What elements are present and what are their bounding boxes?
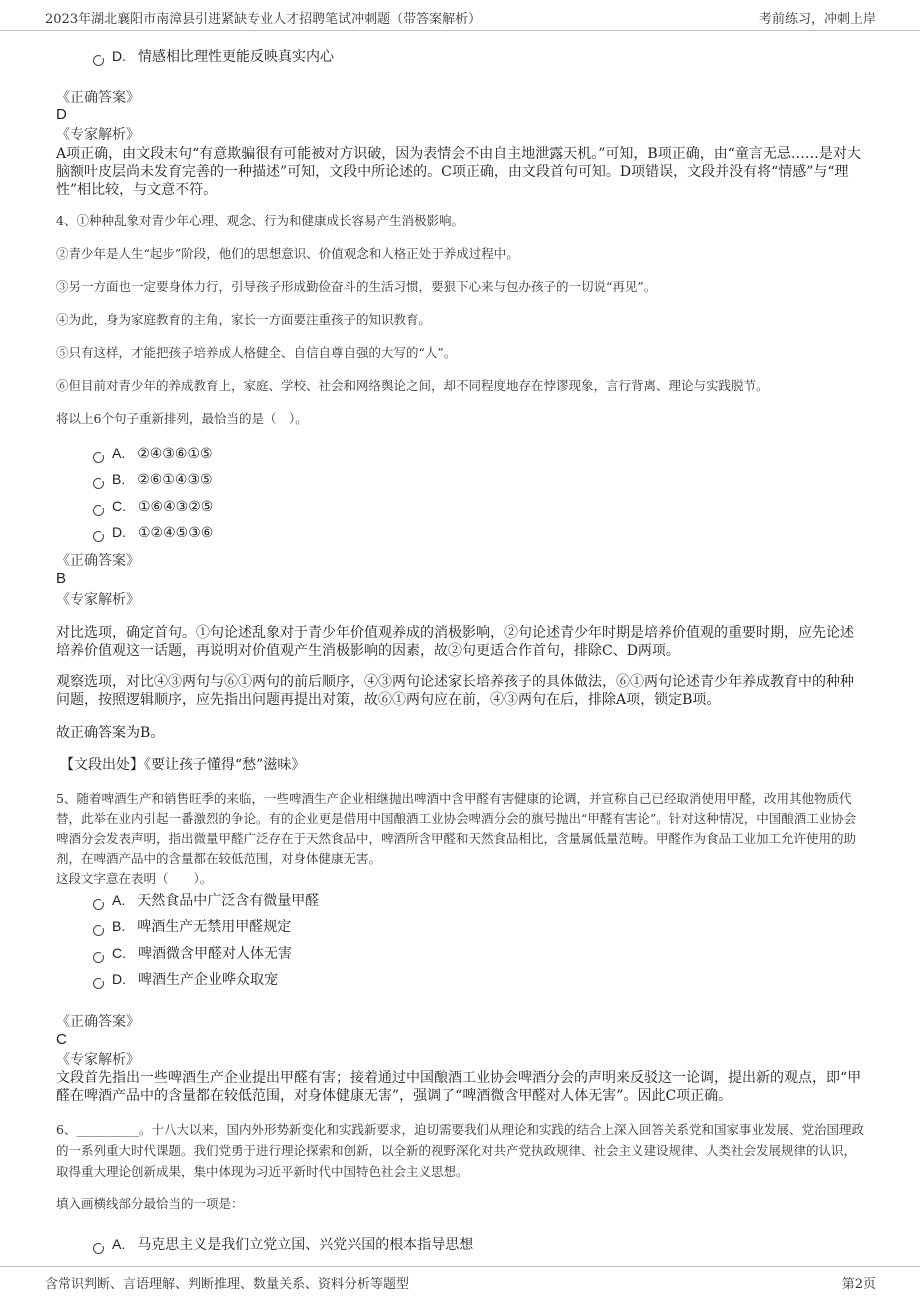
page-number: 第2页 [841,1277,876,1292]
source-citation: 【文段出处】《要让孩子懂得“愁”滋味》 [60,757,306,773]
radio-icon[interactable] [93,925,104,936]
analysis-paragraph-3: 故正确答案为B。 [56,725,165,741]
q5-option-d[interactable]: D. 啤酒生产企业哗众取宠 [93,969,278,989]
q4-sentence-4: ④为此，身为家庭教育的主角，家长一方面要注重孩子的知识教育。 [56,312,432,327]
answer-value: B [56,570,67,587]
analysis-label: 《专家解析》 [56,1052,140,1068]
option-text: 马克思主义是我们立党立国、兴党兴国的根本指导思想 [137,1237,474,1253]
page-footer [0,1266,920,1303]
analysis-paragraph-2: 观察选项，对比④③两句与⑥①两句的前后顺序，④③两句论述家长培养孩子的具体做法，⑥①两句论述青少年养成教育中的种种问题，按照逻辑顺序，应先指出问题再提出对策，故⑥①两句应在前，④③两句在后，排除A项，锁定B项。 [56,674,854,708]
option-text: 情感相比理性更能反映真实内心 [138,49,334,65]
q5-stem: 这段文字意在表明（ ）。 [56,871,213,886]
q4-option-c[interactable]: C. ①⑥④③②⑤ [93,496,213,516]
header-slogan: 考前练习，冲刺上岸 [758,12,876,27]
radio-icon[interactable] [93,952,104,963]
option-text: 啤酒微含甲醛对人体无害 [138,946,292,962]
q5-passage: 5、随着啤酒生产和销售旺季的来临，一些啤酒生产企业相继抛出啤酒中含甲醛有害健康的论调，并宣称自己已经取消使用甲醛，改用其他物质代替，此举在业内引起一番激烈的争论。有的企业更是借用中国酿酒工业协会啤酒分会的旗号抛出“甲醛有害论”。针对这种情况，中国酿酒工业协会啤酒分会发表声明，指出微量甲醛广泛存在于天然食品中，啤酒所含甲醛和天然食品相比，含量属低量范畴。甲醛作为食品工业加工允许使用的助剂，在啤酒产品中的含量都在较低范围，对身体健康无害。 [56,791,857,866]
radio-icon[interactable] [93,978,104,989]
option-text: ①⑥④③②⑤ [138,499,214,515]
q6-option-a[interactable]: A. 马克思主义是我们立党立国、兴党兴国的根本指导思想 [93,1234,473,1254]
q4-sentence-3: ③另一方面也一定要身体力行，引导孩子形成勤俭奋斗的生活习惯，要狠下心来与包办孩子的一切说“再见”。 [56,279,657,294]
option-text: ②④③⑥①⑤ [137,446,213,462]
q5-option-b[interactable]: B. 啤酒生产无禁用甲醛规定 [93,916,291,936]
analysis-text: 文段首先指出一些啤酒生产企业提出甲醛有害；接着通过中国酿酒工业协会啤酒分会的声明来反驳这一论调，提出新的观点，即“甲醛在啤酒产品中的含量都在较低范围，对身体健康无害”，强调了“啤酒微含甲醛对人体无害”。因此C项正确。 [56,1070,862,1104]
option-text: 天然食品中广泛含有微量甲醛 [137,893,320,909]
q4-option-d[interactable]: D. ①②④⑤③⑥ [93,522,213,542]
answer-label: 《正确答案》 [56,553,140,569]
q6-passage: 6、__________。十八大以来，国内外形势新变化和实践新要求，迫切需要我们从理论和实践的结合上深入回答关系党和国家事业发展、党治国理政的一系列重大时代课题。我们党勇于进行理论探索和创新，以全新的视野深化对共产党执政规律、社会主义建设规律、人类社会发展规律的认识，取得重大理论创新成果，集中体现为习近平新时代中国特色社会主义思想。 [56,1122,864,1179]
option-text: 啤酒生产企业哗众取宠 [138,972,278,988]
analysis-text: A项正确，由文段末句“有意欺骗很有可能被对方识破，因为表情会不由自主地泄露天机。”可知，B项正确，由“童言无忌……是对大脑额叶皮层尚未发育完善的一种描述”可知，文段中所论述的。C项正确，由文段首句可知。D项错误，文段并没有将“情感”与“理性”相比较，与文意不符。 [56,146,861,198]
q4-stem: 将以上6个句子重新排列，最恰当的是（ ）。 [56,411,308,426]
q4-sentence-2: ②青少年是人生“起步”阶段，他们的思想意识、价值观念和人格正处于养成过程中。 [56,246,519,261]
answer-value: C [56,1031,67,1048]
q5-option-c[interactable]: C. 啤酒微含甲醛对人体无害 [93,943,292,963]
option-text: 啤酒生产无禁用甲醛规定 [137,919,292,935]
radio-icon[interactable] [93,1243,104,1254]
document-title: 2023年湖北襄阳市南漳县引进紧缺专业人才招聘笔试冲刺题（带答案解析） [45,12,482,27]
answer-label: 《正确答案》 [56,1014,140,1030]
q5-option-a[interactable]: A. 天然食品中广泛含有微量甲醛 [93,890,319,910]
radio-icon[interactable] [93,531,104,542]
radio-icon[interactable] [93,478,104,489]
option-text: ①②④⑤③⑥ [138,525,214,541]
radio-icon[interactable] [93,505,104,516]
radio-icon[interactable] [93,452,104,463]
page-header [0,0,920,31]
radio-icon[interactable] [93,899,104,910]
footer-description: 含常识判断、言语理解、判断推理、数量关系、资料分析等题型 [45,1277,410,1292]
q4-sentence-6: ⑥但目前对青少年的养成教育上，家庭、学校、社会和网络舆论之间，却不同程度地存在悖谬现象，言行背离、理论与实践脱节。 [56,378,769,393]
answer-label: 《正确答案》 [56,90,140,106]
q3-option-d[interactable]: D. 情感相比理性更能反映真实内心 [93,46,334,66]
q4-option-a[interactable]: A. ②④③⑥①⑤ [93,443,213,463]
analysis-label: 《专家解析》 [56,127,140,143]
option-text: ②⑥①④③⑤ [137,472,213,488]
radio-icon[interactable] [93,55,104,66]
q4-sentence-5: ⑤只有这样，才能把孩子培养成人格健全、自信自尊自强的大写的“人”。 [56,345,457,360]
analysis-paragraph-1: 对比选项，确定首句。①句论述乱象对于青少年价值观养成的消极影响，②句论述青少年时期是培养价值观的重要时期，应先论述培养价值观这一话题，再说明对价值观产生消极影响的因素，故②句更适合作首句，排除C、D两项。 [56,625,854,659]
q4-option-b[interactable]: B. ②⑥①④③⑤ [93,469,213,489]
q4-sentence-1: 4、①种种乱象对青少年心理、观念、行为和健康成长容易产生消极影响。 [56,213,464,228]
analysis-label: 《专家解析》 [56,592,140,608]
answer-value: D [56,106,67,123]
q6-stem: 填入画横线部分最恰当的一项是： [56,1196,244,1211]
